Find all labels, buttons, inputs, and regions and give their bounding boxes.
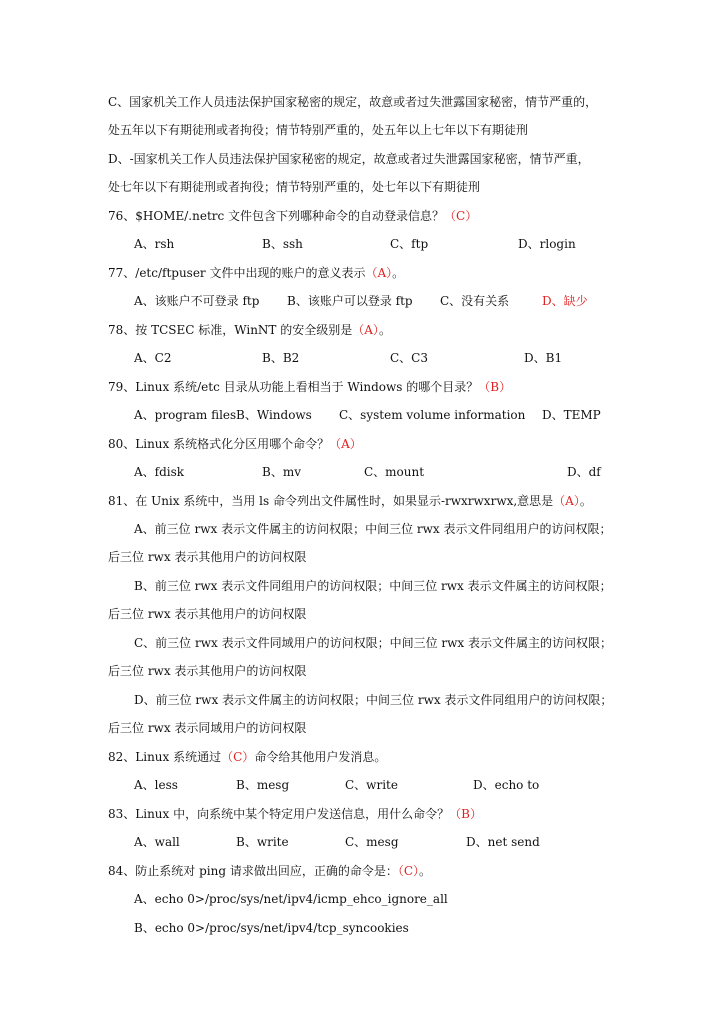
q81-option-b-line1: B、前三位 rwx 表示文件同组用户的访问权限；中间三位 rwx 表示文件属主的访问权限； (134, 579, 612, 593)
question-text: 82、Linux 系统通过 (108, 750, 222, 764)
q81-option-a-line1: A、前三位 rwx 表示文件属主的访问权限；中间三位 rwx 表示文件同组用户的访问权限； (134, 522, 612, 536)
q81-option-d-line1: D、前三位 rwx 表示文件属主的访问权限；中间三位 rwx 表示文件同组用户的访问权限； (134, 693, 613, 707)
answer: （A） (329, 437, 362, 451)
question-81 (108, 493, 592, 509)
q82-option-d: D、echo to (473, 778, 540, 792)
q81-option-c-line1: C、前三位 rwx 表示文件同域用户的访问权限；中间三位 rwx 表示文件属主的访问权限； (134, 636, 612, 650)
question-83 (108, 806, 482, 822)
q82-option-c: C、write (345, 778, 398, 792)
q81-option-c-line2: 后三位 rwx 表示其他用户的访问权限 (108, 664, 307, 678)
q77-option-b: B、该账户可以登录 ftp (287, 294, 413, 308)
q79-option-b: B、Windows (236, 408, 312, 422)
question-79 (108, 379, 511, 395)
q79-option-c: C、system volume information (339, 408, 526, 422)
q76-option-b: B、ssh (262, 237, 303, 251)
answer: （B） (478, 380, 512, 394)
q79-option-a: A、program files (134, 408, 237, 422)
question-text: 81、在 Unix 系统中，当用 ls 命令列出文件属性时，如果显示-rwxrwxrwx,意思是 (108, 494, 554, 508)
option-c-line2: 处五年以下有期徒刑或者拘役；情节特别严重的，处五年以上七年以下有期徒刑 (108, 123, 529, 137)
question-text: 84、防止系统对 ping 请求做出回应，正确的命令是： (108, 864, 398, 878)
q83-option-a: A、wall (134, 835, 180, 849)
q78-option-a: A、C2 (134, 351, 172, 365)
question-84 (108, 863, 431, 879)
option-d-line2: 处七年以下有期徒刑或者拘役；情节特别严重的，处七年以下有期徒刑 (108, 180, 481, 194)
answer: （A） (352, 323, 379, 337)
question-text: 79、Linux 系统/etc 目录从功能上看相当于 Windows 的哪个目录？ (108, 380, 479, 394)
q84-option-b: B、echo 0>/proc/sys/net/ipv4/tcp_syncookies (134, 921, 409, 935)
q78-option-b: B、B2 (262, 351, 300, 365)
q77-option-c: C、没有关系 (440, 294, 510, 308)
q83-option-b: B、write (236, 835, 289, 849)
question-77 (108, 265, 404, 281)
q76-option-d: D、rlogin (518, 237, 576, 251)
question-text: 76、$HOME/.netrc 文件包含下列哪种命令的自动登录信息？ (108, 209, 445, 223)
question-80 (108, 436, 362, 452)
q80-option-d: D、df (567, 465, 601, 479)
q81-option-a-line2: 后三位 rwx 表示其他用户的访问权限 (108, 550, 307, 564)
q76-option-a: A、rsh (134, 237, 175, 251)
question-text: 78、按 TCSEC 标准，WinNT 的安全级别是 (108, 323, 353, 337)
answer: （A） (553, 494, 580, 508)
question-tail: 。 (378, 323, 391, 337)
q77-option-a: A、该账户不可登录 ftp (134, 294, 260, 308)
question-text: 83、Linux 中，向系统中某个特定用户发送信息，用什么命令？ (108, 807, 450, 821)
answer: （C） (444, 209, 478, 223)
answer: （C） (221, 750, 255, 764)
q78-option-d: D、B1 (524, 351, 563, 365)
q78-option-c: C、C3 (390, 351, 428, 365)
option-c-line1: C、国家机关工作人员违法保护国家秘密的规定，故意或者过失泄露国家秘密，情节严重的， (108, 95, 598, 109)
question-text: 77、/etc/ftpuser 文件中出现的账户的意义表示 (108, 266, 366, 280)
question-tail: 。 (419, 864, 432, 878)
question-text-2: 命令给其他用户发消息。 (254, 750, 387, 764)
q80-option-b: B、mv (262, 465, 301, 479)
q82-option-b: B、mesg (236, 778, 290, 792)
q84-option-a: A、echo 0>/proc/sys/net/ipv4/icmp_ehco_ignore_all (134, 892, 448, 906)
answer: （A） (365, 266, 393, 280)
q83-option-d: D、net send (466, 835, 540, 849)
question-tail: 。 (392, 266, 405, 280)
q80-option-a: A、fdisk (134, 465, 185, 479)
q80-option-c: C、mount (364, 465, 425, 479)
question-82 (108, 749, 386, 765)
option-d-line1: D、-国家机关工作人员违法保护国家秘密的规定，故意或者过失泄露国家秘密，情节严重， (108, 152, 590, 166)
answer: （C） (397, 864, 420, 878)
q76-option-c: C、ftp (390, 237, 429, 251)
q79-option-d: D、TEMP (542, 408, 601, 422)
question-tail: 。 (579, 494, 592, 508)
q83-option-c: C、mesg (345, 835, 399, 849)
answer: （B） (449, 807, 482, 821)
q82-option-a: A、less (134, 778, 178, 792)
q81-option-b-line2: 后三位 rwx 表示其他用户的访问权限 (108, 607, 307, 621)
q81-option-d-line2: 后三位 rwx 表示同域用户的访问权限 (108, 721, 307, 735)
q77-option-d: D、缺少 (542, 294, 588, 308)
question-text: 80、Linux 系统格式化分区用哪个命令？ (108, 437, 330, 451)
question-78 (108, 322, 391, 338)
question-76 (108, 208, 477, 224)
